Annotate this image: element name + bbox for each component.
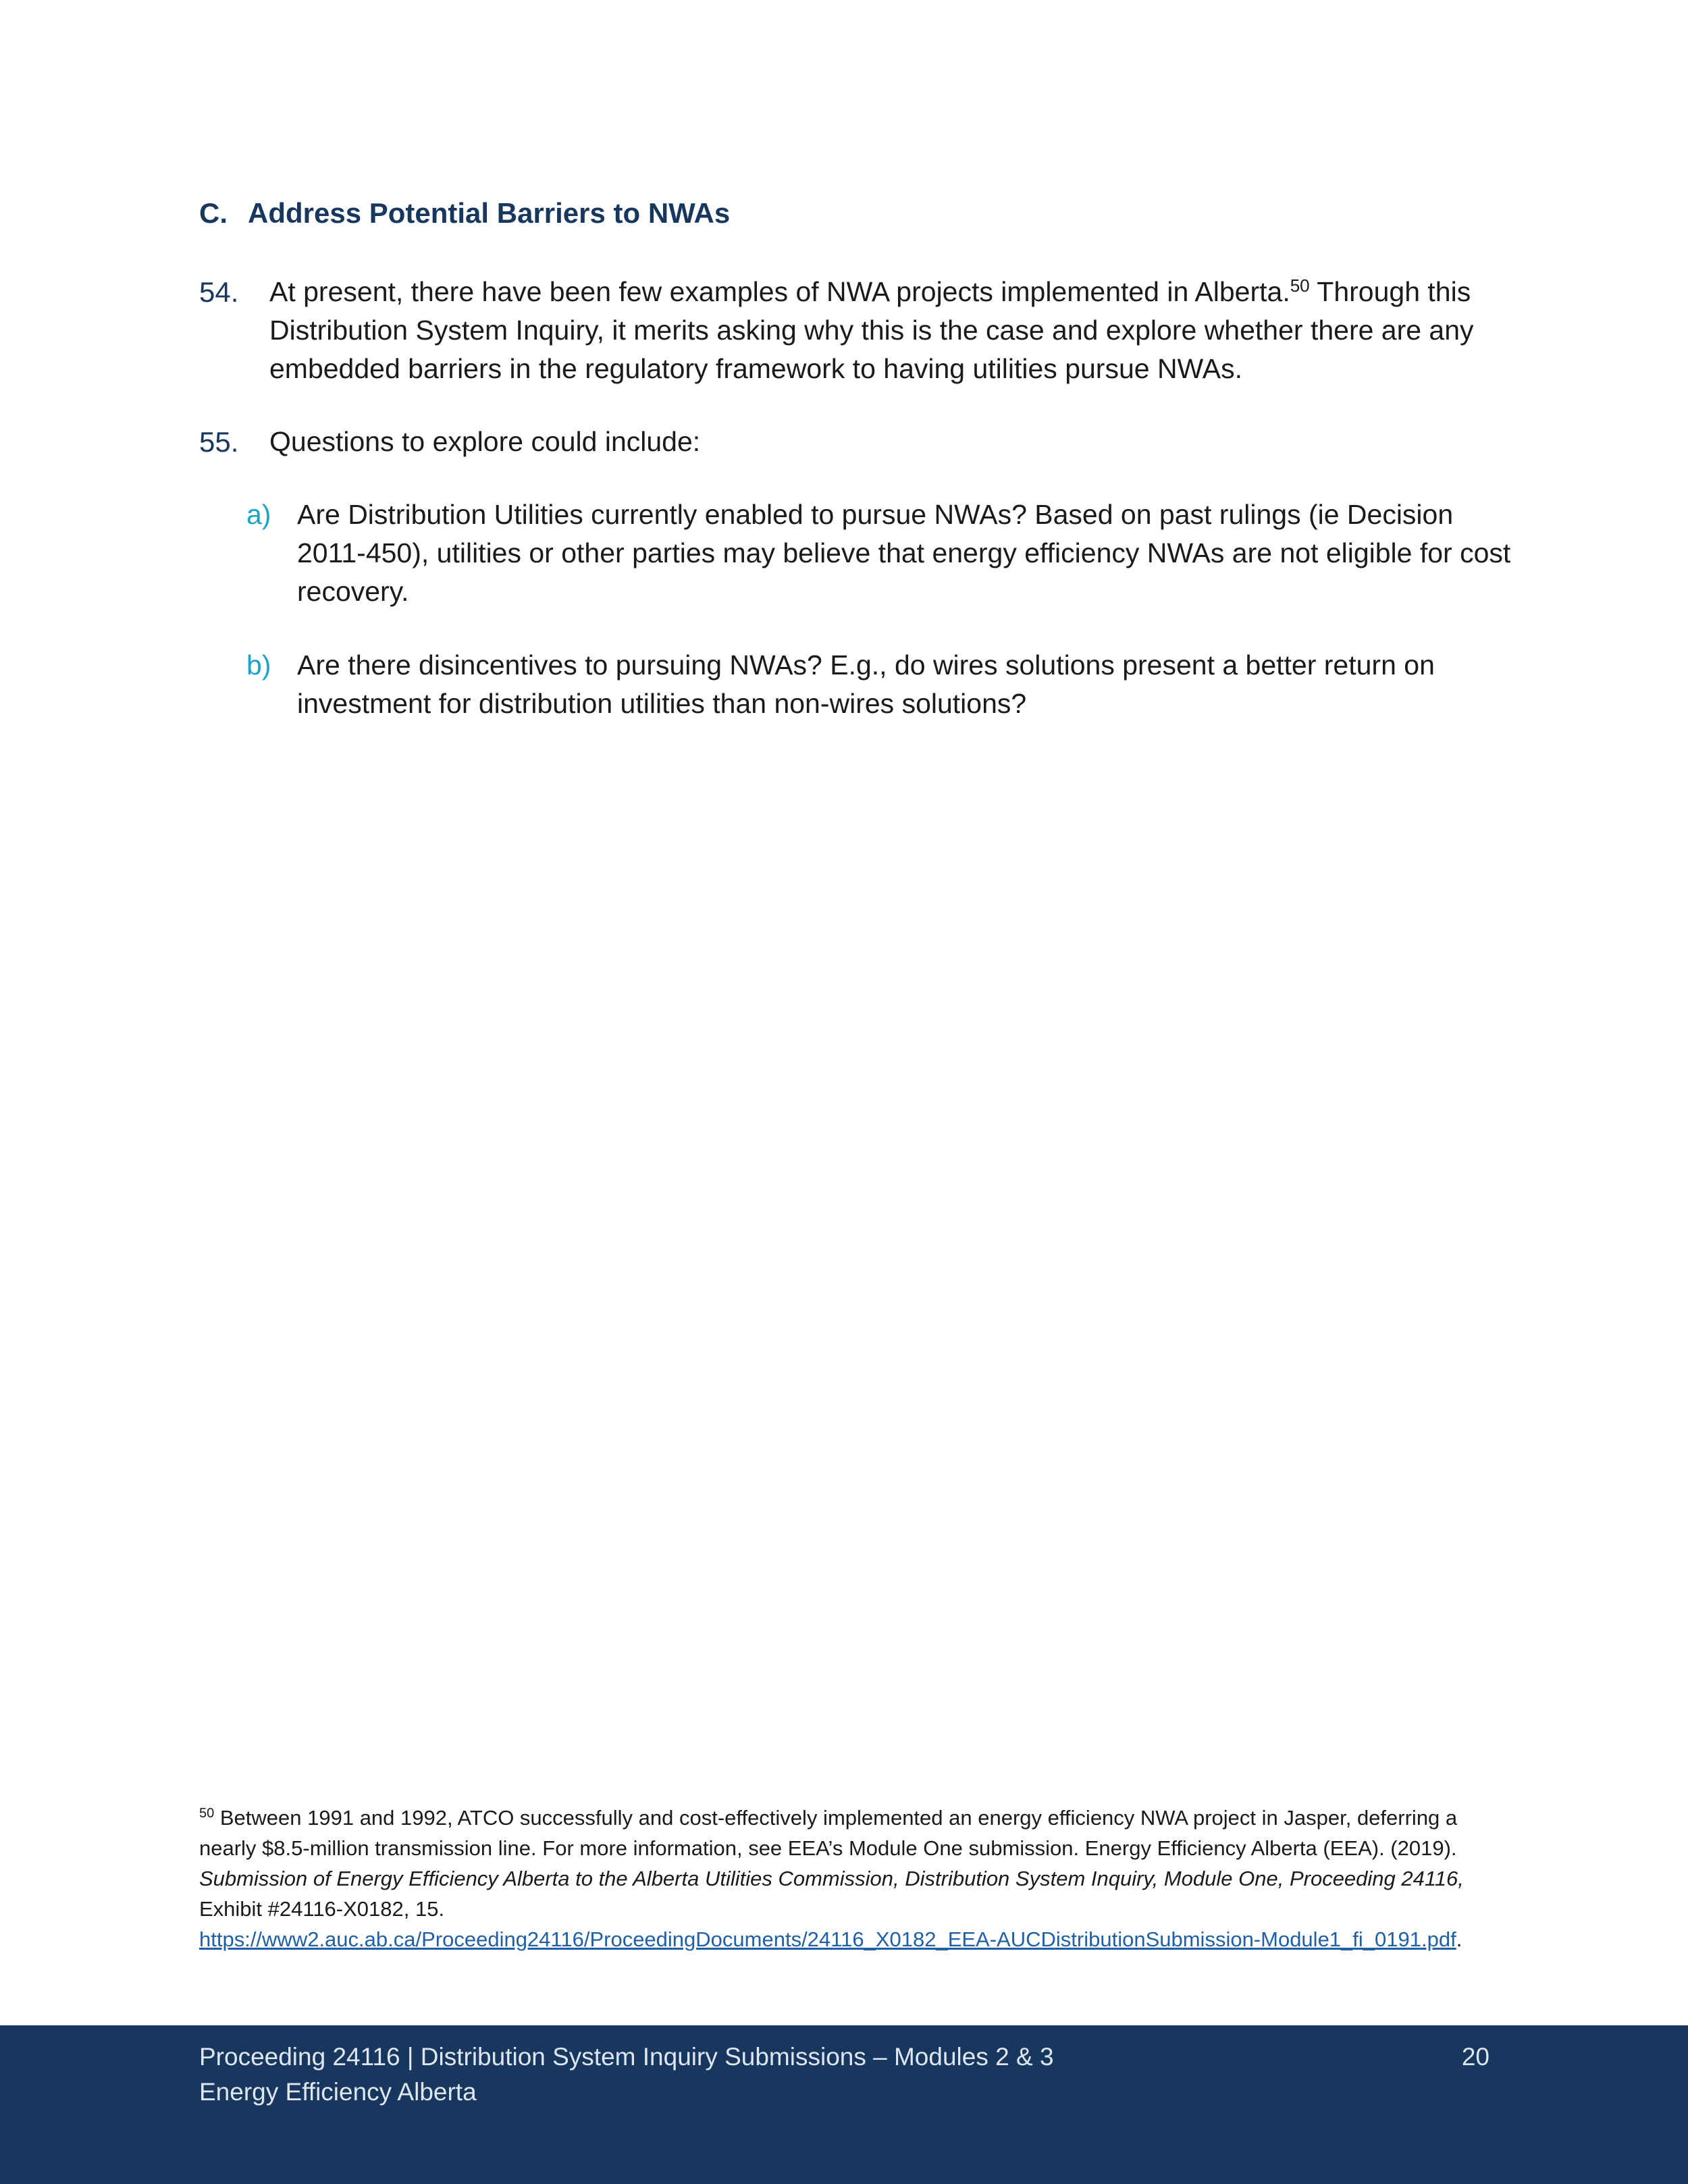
- footer-organization: Energy Efficiency Alberta: [199, 2078, 477, 2106]
- list-marker: a): [246, 499, 271, 530]
- paragraph-number: 55.: [199, 426, 239, 458]
- paragraph-text-part: Through this Distribution System Inquiry, it merits asking why this is the case and explore whether there are any embedded barriers in the regulatory framework to having utilities pursue NWAs.: [269, 276, 1474, 384]
- list-item-a: [246, 496, 1516, 611]
- section-title: Address Potential Barriers to NWAs: [248, 197, 731, 229]
- paragraph-55: [199, 423, 1509, 461]
- footer-proceeding: Proceeding 24116 | Distribution System Inquiry Submissions – Modules 2 & 3: [199, 2043, 1054, 2071]
- paragraph-text: Questions to explore could include:: [269, 426, 701, 457]
- footnote-period: .: [1456, 1927, 1462, 1951]
- list-item-text: Are there disincentives to pursuing NWAs? E.g., do wires solutions present a better return on investment for distribution utilities than non-wires solutions?: [297, 649, 1435, 719]
- paragraph-54: [199, 273, 1509, 388]
- footnote: [199, 1803, 1482, 1954]
- paragraph-text: [269, 273, 1509, 388]
- footnote-text: Between 1991 and 1992, ATCO successfully and cost-effectively implemented an energy efficiency NWA project in Jasper, deferring a nearly $8.5-million transmission line. For more information, see EEA’s Module One submission. Energy Efficiency Alberta (EEA). (2019).: [199, 1806, 1458, 1860]
- page-number: 20: [1461, 2043, 1489, 2071]
- section-heading: [199, 197, 730, 230]
- paragraph-text-part: At present, there have been few examples of NWA projects implemented in Alberta.: [269, 276, 1290, 307]
- footnote-exhibit: Exhibit #24116-X0182, 15.: [199, 1897, 445, 1921]
- section-letter: C.: [199, 197, 228, 229]
- footnote-link[interactable]: https://www2.auc.ab.ca/Proceeding24116/ProceedingDocuments/24116_X0182_EEA-AUCDistributionSubmission-Module1_fi_0191.pdf: [199, 1927, 1456, 1951]
- list-marker: b): [246, 649, 271, 681]
- page-footer: [0, 2025, 1688, 2184]
- footnote-citation-title: Submission of Energy Efficiency Alberta to the Alberta Utilities Commission, Distribution System Inquiry, Module One, Proceeding 24116,: [199, 1867, 1464, 1890]
- paragraph-number: 54.: [199, 276, 239, 308]
- list-item-b: [246, 646, 1516, 723]
- footnote-reference[interactable]: 50: [1290, 275, 1310, 296]
- list-item-text: Are Distribution Utilities currently enabled to pursue NWAs? Based on past rulings (ie Decision 2011-450), utilities or other parties may believe that energy efficiency NWAs are not eligible for cost recovery.: [297, 499, 1511, 607]
- footnote-number: 50: [199, 1806, 215, 1821]
